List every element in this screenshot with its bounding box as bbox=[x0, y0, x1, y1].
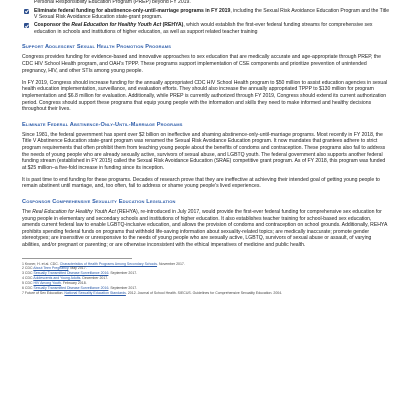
footnote-link[interactable]: Adolescents and Young Adults bbox=[33, 276, 81, 281]
footnote: 3 CDC Sexually Transmitted Disease Surveillance 2016. September 2017. bbox=[22, 271, 138, 276]
footnote-link[interactable]: About Teen Pregnancy bbox=[33, 266, 69, 271]
footnote-link[interactable]: Characteristics of Health Programs Among Secondary Schools bbox=[59, 261, 158, 266]
paragraph: The Real Education for Healthy Youth Act (REHYA), re-introduced in July 2017, would provide the first-ever federal funding for comprehensive sex education for young people in elementary and secondary schools and institutions of higher education. It also establishes teacher training for school-based sex education, amends current federal law to enable LGBTQ-inclusive education, and allows the provision of condoms and contraception on school grounds. Additionally, REHYA prohibits spending federal funds on programs that withhold life-saving information about sexuality-related topics; are medically inaccurate; promote gender stereotypes; are insensitive or unresponsive to the needs of young people who are sexually active, LGBTQ, survivors of sexual abuse or assault, of varying abilities, and/or pregnant or parenting; or are otherwise inconsistent with the ethical imperatives of medicine and public health. bbox=[22, 208, 388, 248]
bullet-rest: , including the Sexual Risk Avoidance Education Program and the Title V Sexual Risk Avoidance Education state-grant program. bbox=[34, 7, 390, 21]
section-heading: Support Adolescent Sexual Health Promotion Programs bbox=[22, 44, 172, 51]
checkbox-icon bbox=[24, 9, 29, 14]
checklist-item bbox=[22, 8, 390, 21]
continuation-text: Personal Responsibility Education Program (PREP) beyond FY 2019. bbox=[34, 0, 191, 5]
section-heading: Eliminate Federal Abstinence-Only-Until-Marriage Programs bbox=[22, 121, 183, 128]
footnote-divider bbox=[22, 258, 132, 259]
bullet-lead-end: (REHYA) bbox=[161, 22, 184, 29]
footnote: 5 CDC HIV Among Youth. February 2018. bbox=[22, 281, 87, 286]
footnote-link[interactable]: Sexually Transmitted Disease Surveillance 2016 bbox=[33, 271, 109, 276]
footnote: 4 CDC Adolescents and Young Adults. December 2017. bbox=[22, 276, 109, 281]
paragraph: In FY 2019, Congress should increase funding for the annually appropriated CDC HIV School Health program to $50 million to assist education agencies in sexual health education implementation, surveillance, and evaluation efforts. They should also increase the annually appropriated TPPP to $130 million for program implementation and $6.8 million for evaluation. Additionally, while PREP is currently authorized through FY 2019, Congress should extend its current authorization period. Congress should support these programs that equip young people with the information and skills they need to make informed and healthy decisions throughout their lives. bbox=[22, 79, 388, 113]
paragraph: Since 1981, the federal government has spent over $2 billion on ineffective and shaming abstinence-only-until-marriage programs. Most recently in FY 2018, the Title V Abstinence Education state-grant program was renamed the Sexual Risk Avoidance Education program. It now mandates that grantees adhere to strict program requirements that often prohibit them from teaching young people about the benefits of condoms and contraception. These programs also fail to address the needs of young people who are already sexually active, survivors of sexual abuse, and LGBTQ youth. The federal government also supports another federal funding stream (established in FY 2015) called the Sexual Risk Avoidance Education (SRAE) competitive grant program. As of FY 2018, this program was funded at $25 million–a five-fold increase in funding since its inception. bbox=[22, 131, 386, 171]
recommendations-block bbox=[22, 0, 390, 35]
bullet-rest: , which would establish the first-ever federal funding streams for comprehensive sex education in schools and institutions of higher education, as well as support related teacher training bbox=[34, 22, 373, 35]
footnote: 2 CDC About Teen Pregnancy. May 2017. bbox=[22, 266, 87, 271]
bullet-lead: Eliminate federal funding for abstinence-only-until-marriage programs in FY 2019 bbox=[34, 7, 231, 14]
act-title: Real Education for Healthy Youth Act bbox=[32, 208, 116, 215]
footnotes bbox=[22, 262, 390, 296]
footnote: 6 CDC Sexually Transmitted Disease Surveillance 2016. September 2017. bbox=[22, 286, 138, 291]
checklist-item bbox=[22, 22, 390, 35]
footnote-link[interactable]: National Sexuality Education Standards bbox=[64, 290, 126, 295]
bullet-lead-italic: Real Education for Healthy Youth Act bbox=[71, 22, 162, 29]
paragraph: It is past time to end funding for these programs. Decades of research prove that they are ineffective at achieving their intended goal of getting young people to remain abstinent until marriage, and, too often, fail to address or shame young people's lived experiences. bbox=[22, 176, 380, 190]
paragraph: Congress provides funding for evidence-based and innovative approaches to sex education that are medically accurate and age-appropriate through PREP, the CDC HIV School Health program, and OAH's TPPP. These programs support implementation of CSE components and prioritize prevention of unintended pregnancy, HIV, and other STIs among young people. bbox=[22, 54, 381, 74]
footnote: 7 Future of Sex Education. National Sexuality Education Standards. 2012. Journal of School Health. SIECUS. Guidelines for Comprehensive Sexuality Education. 2004. bbox=[22, 290, 283, 295]
checklist bbox=[22, 8, 390, 36]
footnote-link[interactable]: Sexually Transmitted Disease Surveillance 2016 bbox=[33, 286, 109, 291]
section-heading: Cosponsor Comprehensive Sexuality Education Legislation bbox=[22, 198, 176, 205]
footnote-link[interactable]: HIV Among Youth bbox=[33, 281, 61, 286]
bullet-lead: Cosponsor the bbox=[34, 22, 72, 29]
footnote: 1 Kroner, H. et al. CDC. Characteristics of Health Programs Among Secondary Schools. November 2017. bbox=[22, 261, 185, 266]
checkbox-icon bbox=[24, 23, 29, 28]
